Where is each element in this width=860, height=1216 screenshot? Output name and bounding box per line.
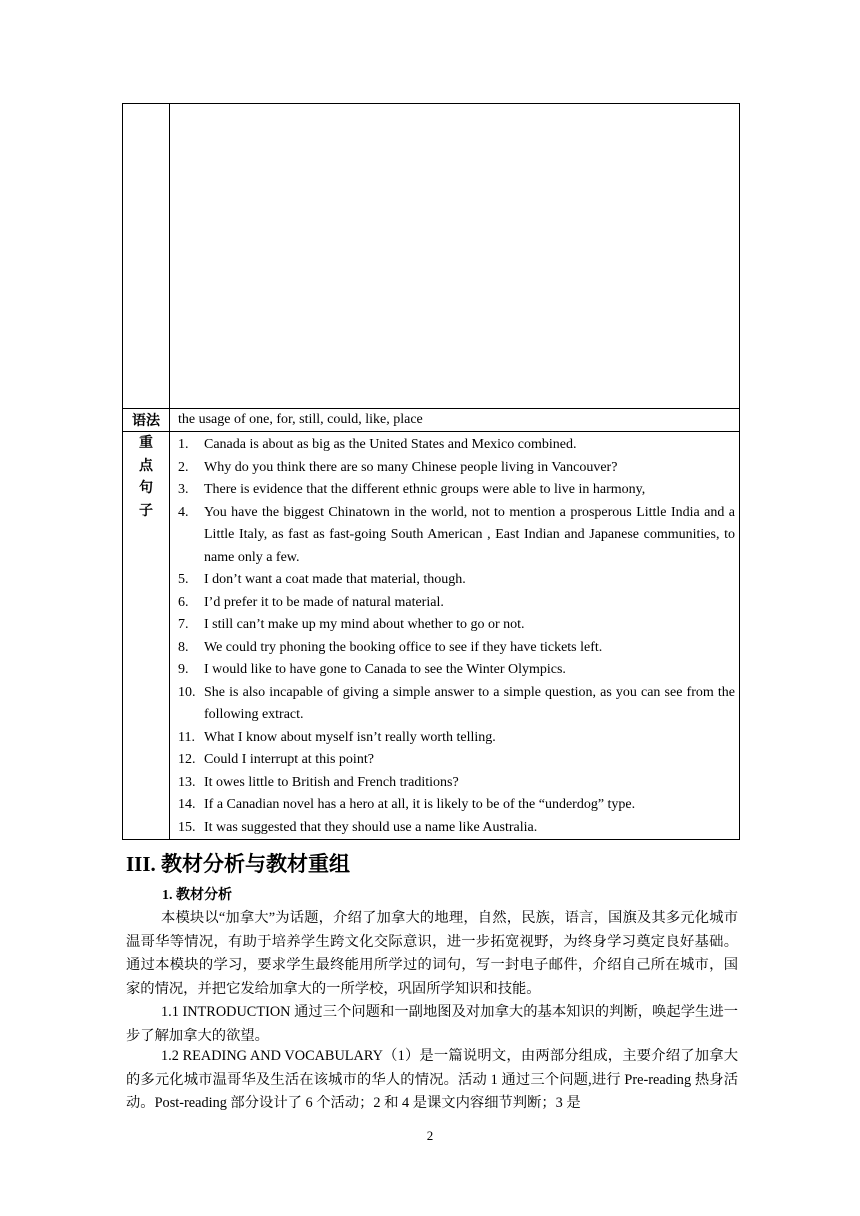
sentence-item [178, 479, 735, 502]
sentence-item [178, 457, 735, 480]
sentence-text: You have the biggest Chinatown in the world, not to mention a prosperous Little India and a Little Italy, as fast as fast-going South American , East Indian and Japanese communities, to name only a few. [204, 504, 735, 565]
sentence-item [178, 434, 735, 457]
sentence-text: If a Canadian novel has a hero at all, it is likely to be of the “underdog” type. [204, 797, 636, 812]
subsection-title: 1. 教材分析 [162, 888, 232, 903]
sentence-text: What I know about myself isn’t really worth telling. [204, 729, 496, 745]
key-sentences-list [170, 432, 739, 839]
sentence-number: 8. [178, 639, 189, 655]
sentence-number: 15. [178, 819, 196, 835]
sentence-text: I don’t want a coat made that material, though. [204, 572, 466, 587]
sentence-number: 3. [178, 482, 189, 497]
sentence-text: It was suggested that they should use a name like Australia. [204, 819, 538, 835]
key-sentences-label [123, 432, 170, 840]
sentence-item [178, 749, 735, 772]
empty-row [123, 104, 740, 409]
sentence-item [178, 794, 735, 817]
content-table [122, 103, 740, 840]
sentence-text: I’d prefer it to be made of natural material. [204, 594, 444, 610]
paragraph: 本模块以“加拿大”为话题，介绍了加拿大的地理，自然，民族，语言，国旗及其多元化城市温哥华等情况，有助于培养学生跨文化交际意识，进一步拓宽视野，为终身学习奠定良好基础。通过本模块的学习，要求学生最终能用所学过的词句，写一封电子邮件，介绍自己所在城市，国家的情况，并把它发给加拿大的一所学校，巩固所学知识和技能。 [126, 910, 738, 997]
sentence-item [178, 659, 735, 682]
sentence-item [178, 772, 735, 795]
sentence-number: 10. [178, 684, 196, 700]
sentence-text: It owes little to British and French traditions? [204, 774, 459, 790]
empty-content-cell [170, 104, 740, 409]
sentence-text: There is evidence that the different ethnic groups were able to live in harmony, [204, 482, 646, 497]
label-char: 点 [139, 457, 153, 474]
sentence-text: I would like to have gone to Canada to see the Winter Olympics. [204, 662, 566, 677]
section-title: III. 教材分析与教材重组 [126, 852, 351, 876]
label-char: 子 [139, 502, 153, 519]
sentence-text: Could I interrupt at this point? [204, 752, 374, 767]
sentence-item [178, 502, 735, 570]
paragraph: 1.1 INTRODUCTION 通过三个问题和一副地图及对加拿大的基本知识的判断，唤起学生进一步了解加拿大的欲望。 [126, 1004, 738, 1044]
sentence-text: We could try phoning the booking office to see if they have tickets left. [204, 639, 603, 655]
label-char: 句 [139, 480, 153, 496]
paragraph: 1.2 READING AND VOCABULARY（1）是一篇说明文，由两部分组成，主要介绍了加拿大的多元化城市温哥华及生活在该城市的华人的情况。活动 1 通过三个问题,进行 Pre-reading 热身活动。Post-reading 部分设计了 6 个活动；2 和 4 是课文内容细节判断；3 是 [126, 1048, 738, 1111]
sentence-number: 2. [178, 459, 189, 475]
sentence-item [178, 682, 735, 727]
sentence-number: 4. [178, 504, 189, 520]
sentence-number: 1. [178, 437, 189, 452]
key-sentences-row [123, 432, 740, 840]
empty-label-cell [123, 104, 170, 409]
sentence-item [178, 569, 735, 592]
grammar-value: the usage of one, for, still, could, like, place [170, 409, 740, 432]
sentence-number: 12. [178, 752, 196, 767]
sentence-item [178, 592, 735, 615]
grammar-row [123, 409, 740, 432]
sentence-number: 7. [178, 617, 189, 632]
sentence-text: Canada is about as big as the United States and Mexico combined. [204, 437, 577, 452]
sentence-number: 5. [178, 572, 189, 587]
sentence-item [178, 637, 735, 660]
page-number: 2 [426, 1128, 434, 1143]
sentence-item [178, 817, 735, 840]
sentence-number: 11. [178, 729, 195, 745]
label-char: 重 [139, 435, 153, 451]
sentence-text: I still can’t make up my mind about whether to go or not. [204, 617, 525, 632]
sentence-text: She is also incapable of giving a simple answer to a simple question, as you can see from the following extract. [204, 684, 735, 722]
key-sentences-cell [170, 432, 740, 840]
sentence-number: 14. [178, 797, 196, 812]
sentence-item [178, 614, 735, 637]
sentence-number: 13. [178, 774, 196, 790]
grammar-label: 语法 [123, 409, 170, 432]
sentence-number: 6. [178, 594, 189, 610]
sentence-text: Why do you think there are so many Chinese people living in Vancouver? [204, 459, 618, 475]
sentence-number: 9. [178, 662, 189, 677]
sentence-item [178, 727, 735, 750]
